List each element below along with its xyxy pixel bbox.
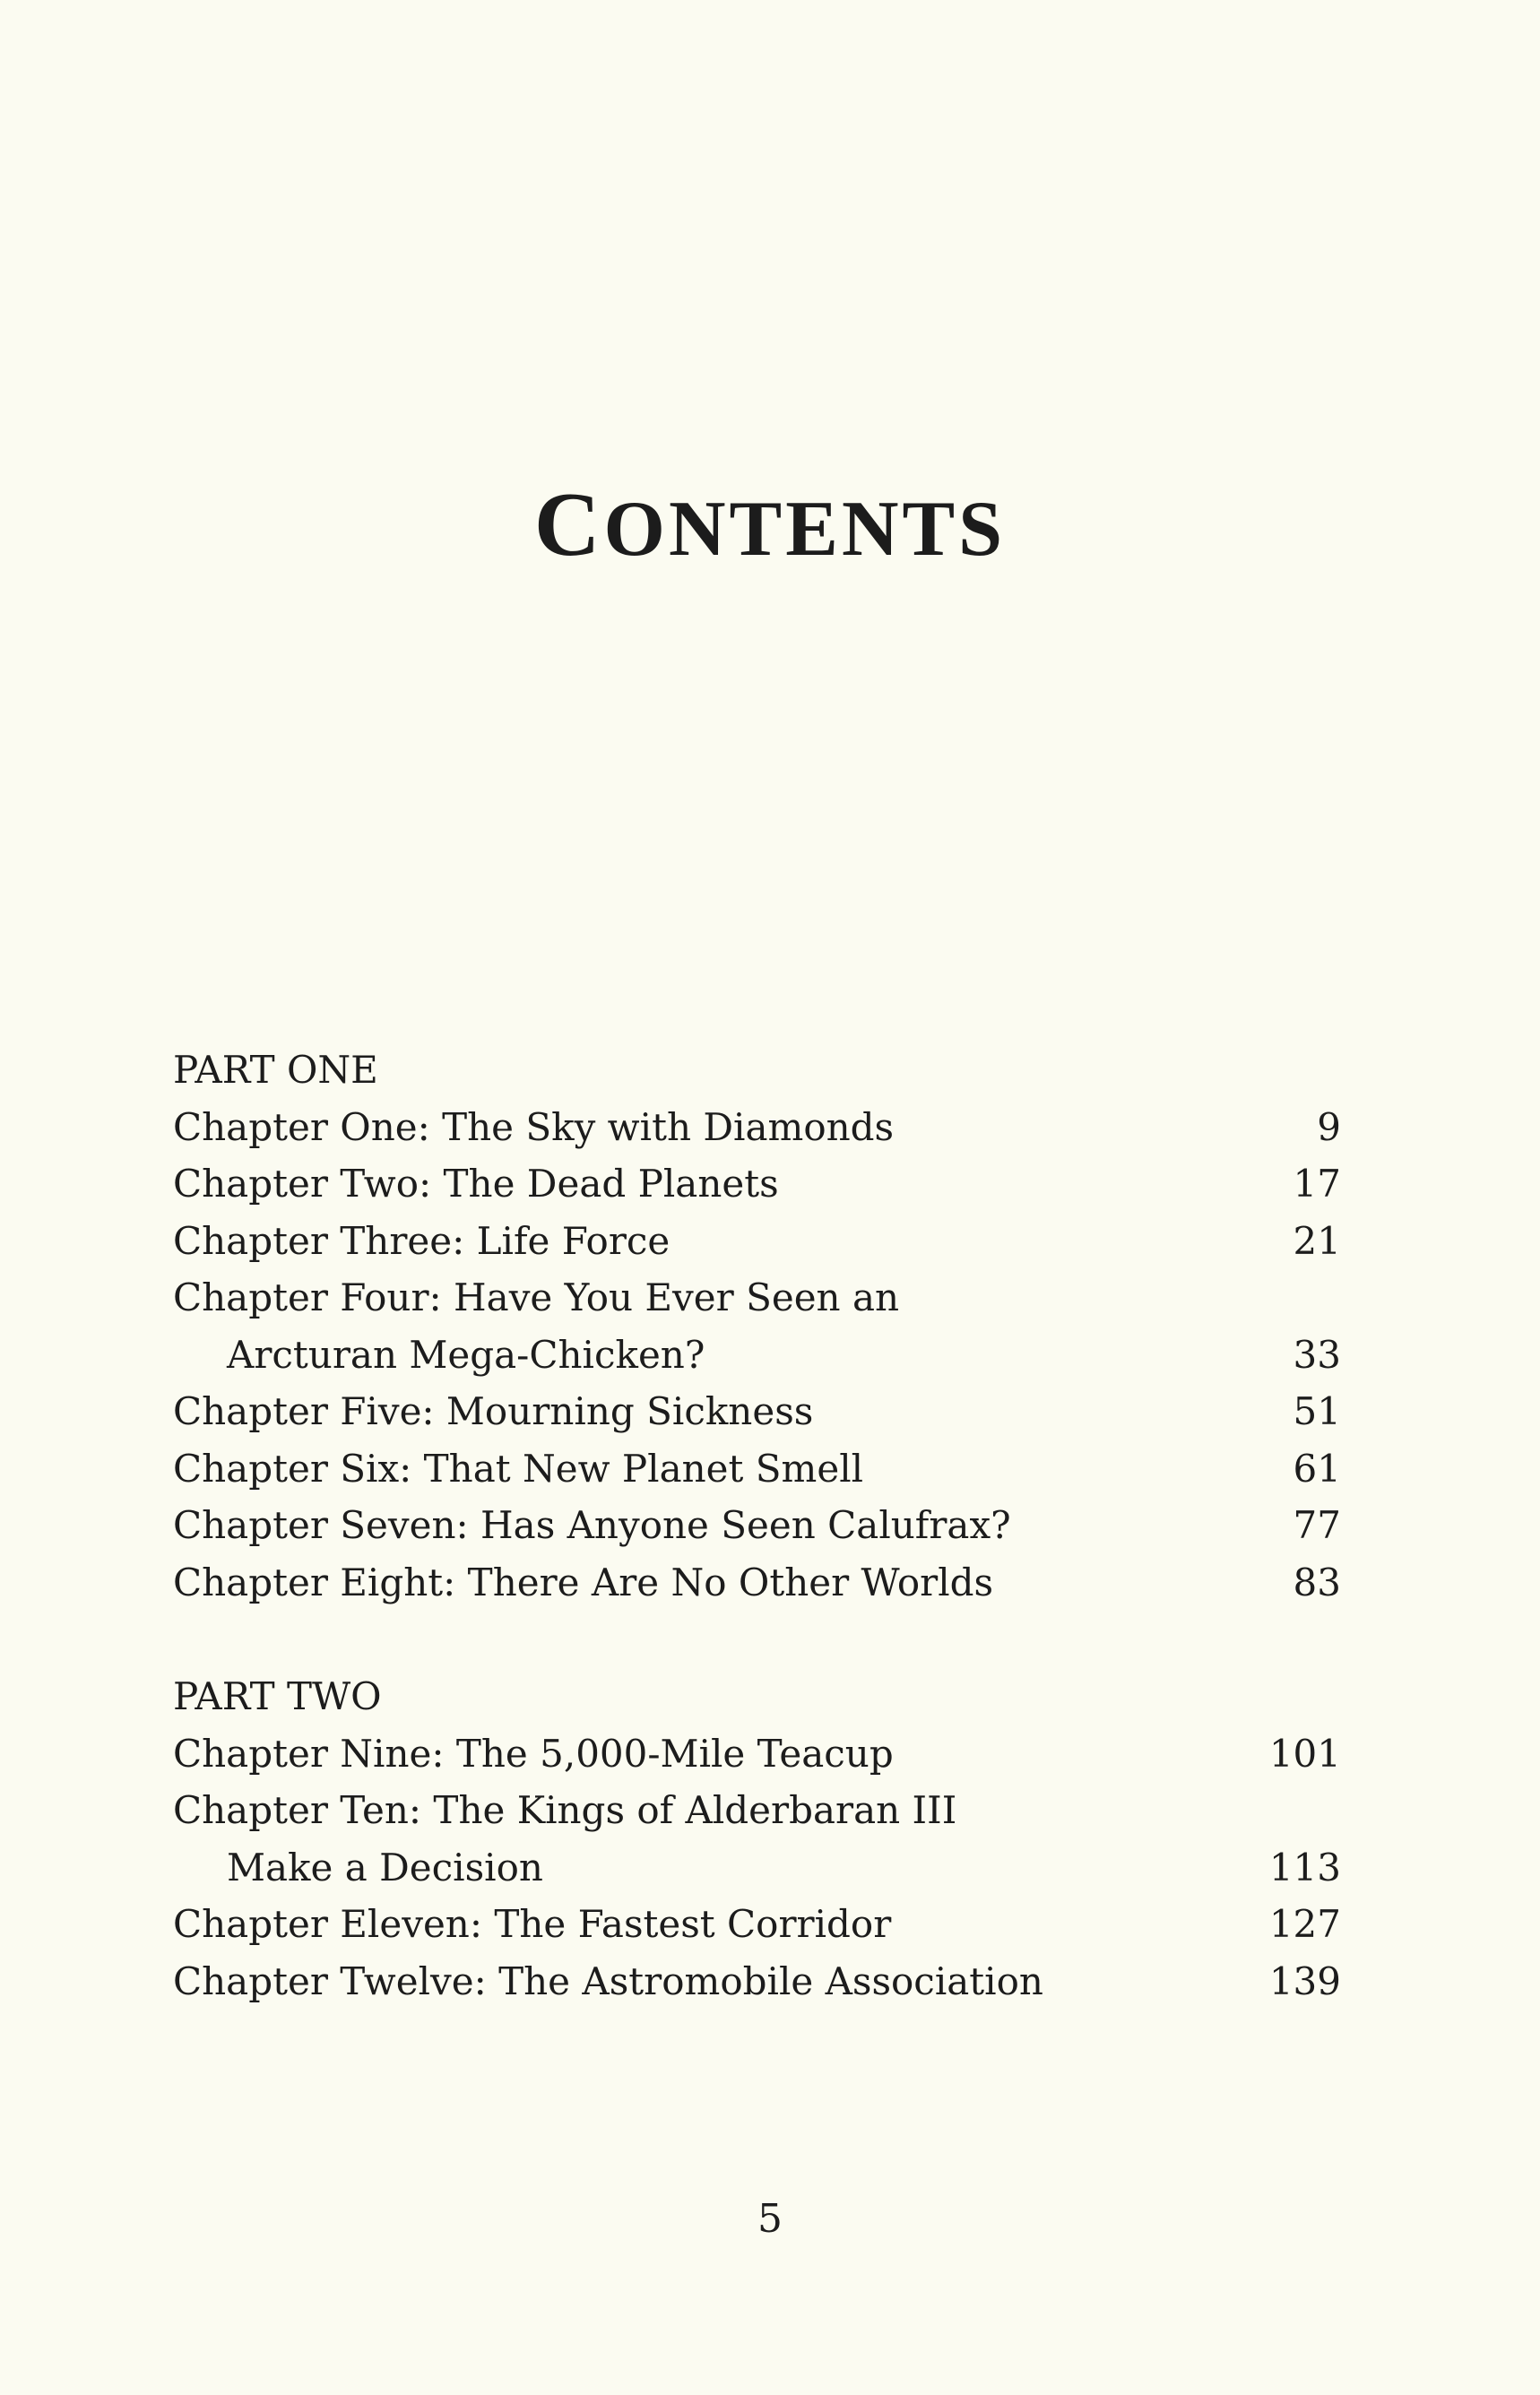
entry-page-number: 77 — [1293, 1503, 1341, 1547]
entry-page-number: 113 — [1268, 1845, 1341, 1889]
entry-title-continued: Arcturan Mega-Chicken? — [227, 1332, 705, 1377]
toc-entry-chapter-twelve — [173, 1953, 1341, 2010]
part-heading: PART TWO — [173, 1674, 382, 1718]
toc-entry-chapter-nine — [173, 1725, 1341, 1783]
toc-entry-chapter-four — [173, 1269, 1341, 1327]
entry-title: Chapter Eleven: The Fastest Corridor — [173, 1902, 892, 1946]
entry-page-number: 139 — [1268, 1958, 1341, 2003]
entry-page-number: 61 — [1293, 1446, 1341, 1491]
page-title — [0, 473, 1540, 575]
toc-part-one — [173, 1042, 1341, 1611]
entry-title: Chapter Five: Mourning Sickness — [173, 1389, 814, 1433]
entry-title: Chapter Nine: The 5,000-Mile Teacup — [173, 1731, 894, 1776]
entry-title: Chapter Twelve: The Astromobile Association — [173, 1958, 1043, 2003]
entry-title: Chapter Eight: There Are No Other Worlds — [173, 1560, 994, 1604]
title-first-letter: C — [533, 473, 604, 575]
entry-title: Chapter Ten: The Kings of Alderbaran III — [173, 1788, 957, 1832]
toc-entry-chapter-three — [173, 1213, 1341, 1270]
entry-page-number: 21 — [1293, 1218, 1341, 1263]
toc-entry-chapter-two — [173, 1155, 1341, 1213]
toc-entry-chapter-ten — [173, 1782, 1341, 1839]
toc-part-two — [173, 1668, 1341, 2010]
title-rest: ONTENTS — [603, 485, 1007, 573]
entry-title: Chapter Seven: Has Anyone Seen Calufrax? — [173, 1503, 1011, 1547]
entry-page-number: 9 — [1317, 1104, 1341, 1149]
toc-entry-chapter-eleven — [173, 1896, 1341, 1953]
entry-title: Chapter Four: Have You Ever Seen an — [173, 1275, 900, 1319]
toc-entry-chapter-seven — [173, 1497, 1341, 1554]
toc-entry-chapter-one — [173, 1099, 1341, 1156]
toc-entry-chapter-ten-continued — [173, 1839, 1341, 1897]
entry-page-number: 51 — [1293, 1389, 1341, 1433]
toc-entry-chapter-five — [173, 1383, 1341, 1440]
entry-page-number: 33 — [1293, 1332, 1341, 1377]
entry-title: Chapter One: The Sky with Diamonds — [173, 1104, 895, 1149]
part-heading: PART ONE — [173, 1048, 378, 1092]
entry-title: Chapter Three: Life Force — [173, 1218, 671, 1263]
entry-title-continued: Make a Decision — [227, 1845, 543, 1889]
entry-title: Chapter Two: The Dead Planets — [173, 1162, 779, 1206]
toc-entry-chapter-four-continued — [173, 1327, 1341, 1384]
toc-entry-chapter-eight — [173, 1554, 1341, 1612]
toc-entry-chapter-six — [173, 1440, 1341, 1498]
entry-page-number: 127 — [1268, 1902, 1341, 1946]
entry-page-number: 101 — [1268, 1731, 1341, 1776]
page-number: 5 — [757, 2196, 783, 2242]
entry-page-number: 83 — [1293, 1560, 1341, 1604]
entry-title: Chapter Six: That New Planet Smell — [173, 1446, 864, 1491]
entry-page-number: 17 — [1293, 1162, 1341, 1206]
